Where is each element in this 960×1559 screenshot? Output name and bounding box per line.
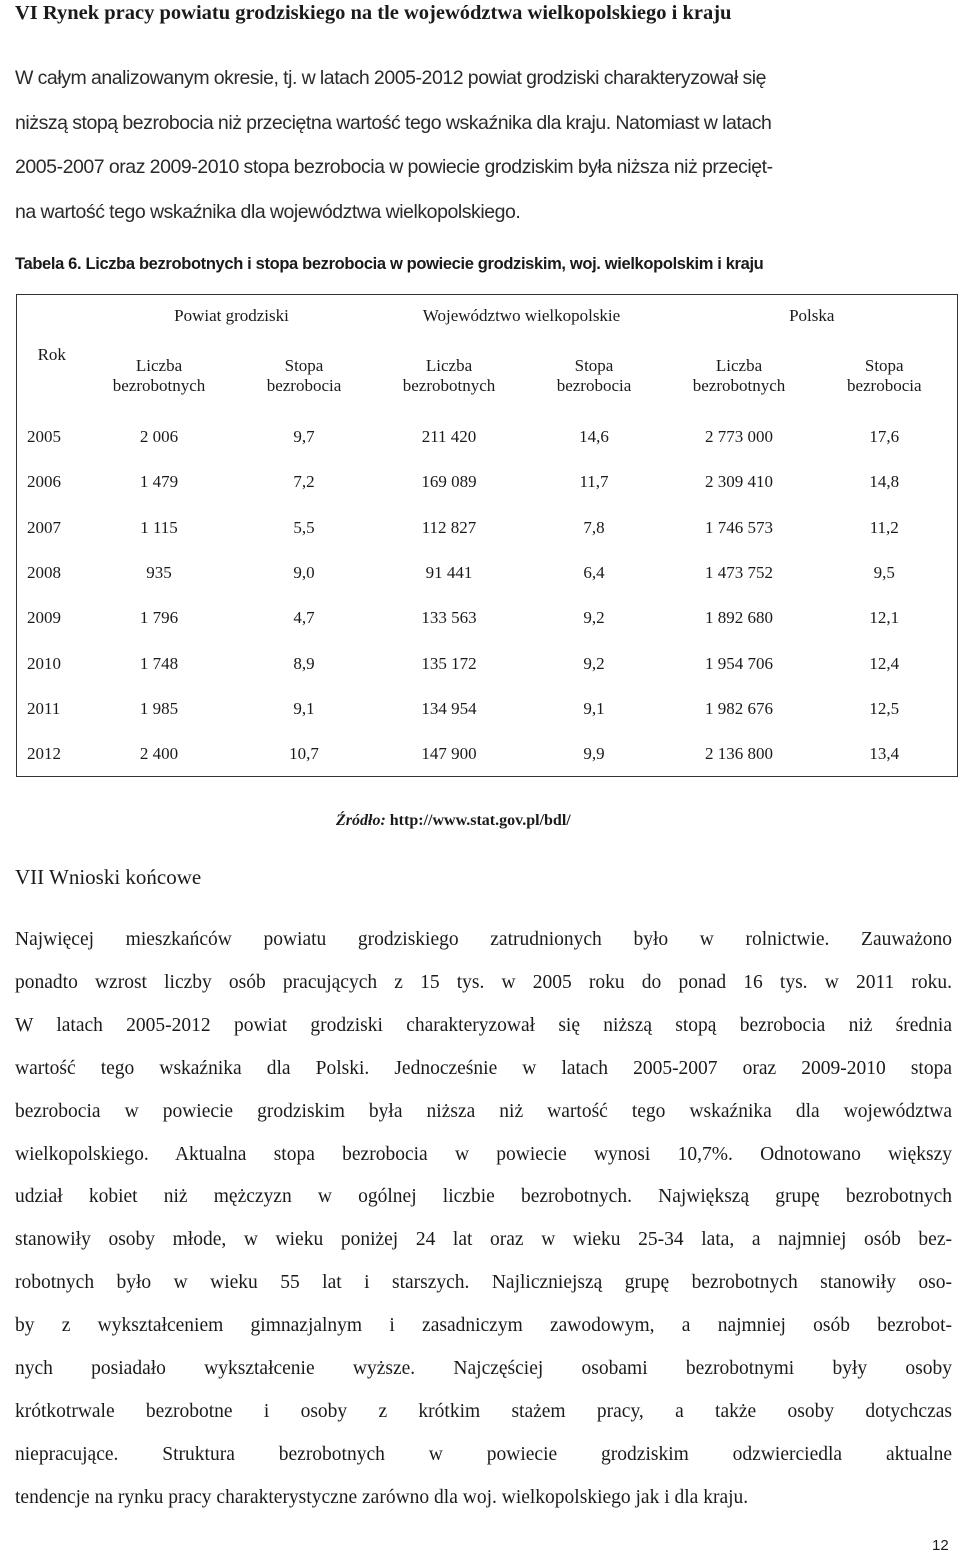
table-group-header-row <box>17 295 958 338</box>
value-cell: 1 479 <box>139 472 179 492</box>
text-line: krótkotrwale bezrobotne i osoby z krótkim stażem pracy, a także osoby dotychczas <box>15 1400 952 1422</box>
text-line: niepracujące. Struktura bezrobotnych w powiecie grodziskim odzwierciedla aktualne <box>15 1443 952 1465</box>
value-cell: 11,7 <box>579 472 609 492</box>
text-line: 2005-2007 oraz 2009-2010 stopa bezrobocia w powiecie grodziskim była niższa niż przecięt- <box>15 156 773 178</box>
table-row <box>17 686 958 731</box>
value-cell: 9,1 <box>293 698 315 718</box>
value-cell: 14,6 <box>579 427 609 447</box>
year-cell: 2010 <box>27 653 61 673</box>
value-cell: 2 006 <box>139 427 179 447</box>
group-header-polska: Polska <box>789 306 835 326</box>
value-cell: 2 309 410 <box>705 472 773 492</box>
value-cell: 14,8 <box>869 472 900 492</box>
table-row <box>17 732 958 777</box>
value-cell: 12,4 <box>869 653 900 673</box>
subheader-liczba: Liczba bezrobotnych <box>692 356 786 395</box>
text-line: wartość tego wskaźnika dla Polski. Jednocześnie w latach 2005-2007 oraz 2009-2010 stopa <box>15 1057 952 1079</box>
value-cell: 1 982 676 <box>705 698 773 718</box>
table-row <box>17 460 958 505</box>
text-line: wielkopolskiego. Aktualna stopa bezrobocia w powiecie wynosi 10,7%. Odnotowano większy <box>15 1143 952 1165</box>
rok-header: Rok <box>37 344 66 364</box>
value-cell: 12,1 <box>869 608 900 628</box>
value-cell: 8,9 <box>293 653 315 673</box>
value-cell: 12,5 <box>869 698 900 718</box>
value-cell: 6,4 <box>583 563 605 583</box>
value-cell: 9,9 <box>583 743 605 763</box>
value-cell: 1 746 573 <box>705 517 773 537</box>
text-line: ponadto wzrost liczby osób pracujących z 15 tys. w 2005 roku do ponad 16 tys. w 2011 roku. <box>15 971 952 993</box>
value-cell: 1 115 <box>140 517 178 537</box>
section-heading-vi: VI Rynek pracy powiatu grodziskiego na tle województwa wielkopolskiego i kraju <box>15 2 732 24</box>
value-cell: 9,7 <box>293 427 315 447</box>
table-row <box>17 596 958 641</box>
value-cell: 5,5 <box>293 517 315 537</box>
table-row <box>17 505 958 550</box>
value-cell: 133 563 <box>421 608 477 628</box>
value-cell: 211 420 <box>421 427 477 447</box>
year-cell: 2008 <box>27 563 61 583</box>
value-cell: 134 954 <box>421 698 477 718</box>
value-cell: 935 <box>146 563 172 583</box>
section-heading-vii: VII Wnioski końcowe <box>15 865 202 889</box>
value-cell: 9,2 <box>583 608 605 628</box>
unemployment-table <box>16 294 958 777</box>
text-line: niższą stopą bezrobocia niż przeciętna wartość tego wskaźnika dla kraju. Natomiast w latach <box>15 111 772 134</box>
text-line: W całym analizowanym okresie, tj. w latach 2005-2012 powiat grodziski charakteryzował się <box>15 67 767 89</box>
text-line: stanowiły osoby młode, w wieku poniżej 24 lat oraz w wieku 25-34 lata, a najmniej osób bez- <box>15 1229 952 1251</box>
source-url[interactable]: http://www.stat.gov.pl/bdl/ <box>389 812 571 829</box>
value-cell: 1 796 <box>139 608 179 628</box>
value-cell: 1 748 <box>139 653 179 673</box>
value-cell: 9,1 <box>583 698 605 718</box>
group-header-powiat: Powiat grodziski <box>174 306 289 326</box>
page-number: 12 <box>932 1537 949 1554</box>
text-line: nych posiadało wykształcenie wyższe. Najczęściej osobami bezrobotnymi były osoby <box>15 1358 952 1380</box>
value-cell: 169 089 <box>421 472 477 492</box>
text-line: by z wykształceniem gimnazjalnym i zasadniczym zawodowym, a najmniej osób bezrobot- <box>15 1315 952 1337</box>
year-cell: 2006 <box>27 472 61 492</box>
table-row <box>17 641 958 686</box>
subheader-stopa: Stopa bezrobocia <box>846 356 922 395</box>
subheader-stopa: Stopa bezrobocia <box>556 356 632 395</box>
text-line: Najwięcej mieszkańców powiatu grodziskiego zatrudnionych było w rolnictwie. Zauważono <box>15 929 952 950</box>
value-cell: 91 441 <box>425 563 473 583</box>
value-cell: 135 172 <box>421 653 477 673</box>
text-line: na wartość tego wskaźnika dla województwa wielkopolskiego. <box>15 200 521 223</box>
subheader-liczba: Liczba bezrobotnych <box>112 356 206 395</box>
value-cell: 4,7 <box>293 608 315 628</box>
value-cell: 2 136 800 <box>705 743 773 763</box>
subheader-stopa: Stopa bezrobocia <box>266 356 342 395</box>
value-cell: 2 773 000 <box>705 427 773 447</box>
table-subheader-row <box>17 338 958 415</box>
value-cell: 7,2 <box>293 472 315 492</box>
year-cell: 2011 <box>27 698 61 718</box>
year-cell: 2009 <box>27 608 61 628</box>
value-cell: 13,4 <box>869 743 900 763</box>
table-source <box>336 812 571 830</box>
value-cell: 10,7 <box>289 743 319 763</box>
source-label: Źródło: <box>336 812 386 829</box>
value-cell: 2 400 <box>139 743 179 763</box>
year-cell: 2012 <box>27 743 61 763</box>
value-cell: 11,2 <box>869 517 899 537</box>
value-cell: 9,2 <box>583 653 605 673</box>
text-line: robotnych było w wieku 55 lat i starszych. Najliczniejszą grupę bezrobotnych stanowiły oso- <box>15 1272 952 1294</box>
value-cell: 1 954 706 <box>705 653 773 673</box>
group-header-wojewodztwo: Województwo wielkopolskie <box>422 306 621 326</box>
table-body <box>17 415 958 777</box>
year-cell: 2007 <box>27 517 61 537</box>
value-cell: 1 985 <box>139 698 179 718</box>
value-cell: 112 827 <box>421 517 477 537</box>
intro-paragraph <box>15 56 952 234</box>
text-line: W latach 2005-2012 powiat grodziski charakteryzował się niższą stopą bezrobocia niż średnia <box>15 1014 952 1036</box>
table-row <box>17 550 958 595</box>
conclusions-paragraph <box>15 919 952 1520</box>
value-cell: 9,5 <box>873 563 895 583</box>
value-cell: 1 892 680 <box>705 608 773 628</box>
value-cell: 1 473 752 <box>705 563 773 583</box>
year-cell: 2005 <box>27 427 61 447</box>
text-line: bezrobocia w powiecie grodziskim była niższa niż wartość tego wskaźnika dla województwa <box>15 1100 952 1122</box>
table-row <box>17 415 958 460</box>
value-cell: 7,8 <box>583 517 605 537</box>
value-cell: 147 900 <box>421 743 477 763</box>
value-cell: 9,0 <box>293 563 315 583</box>
text-line: udział kobiet niż mężczyzn w ogólnej liczbie bezrobotnych. Największą grupę bezrobotnych <box>15 1186 952 1208</box>
value-cell: 17,6 <box>869 427 900 447</box>
subheader-liczba: Liczba bezrobotnych <box>402 356 496 395</box>
table-caption: Tabela 6. Liczba bezrobotnych i stopa bezrobocia w powiecie grodziskim, woj. wielkopolskim i kraju <box>15 255 764 273</box>
text-line: tendencje na rynku pracy charakterystyczne zarówno dla woj. wielkopolskiego jak i dla kraju. <box>15 1486 749 1508</box>
